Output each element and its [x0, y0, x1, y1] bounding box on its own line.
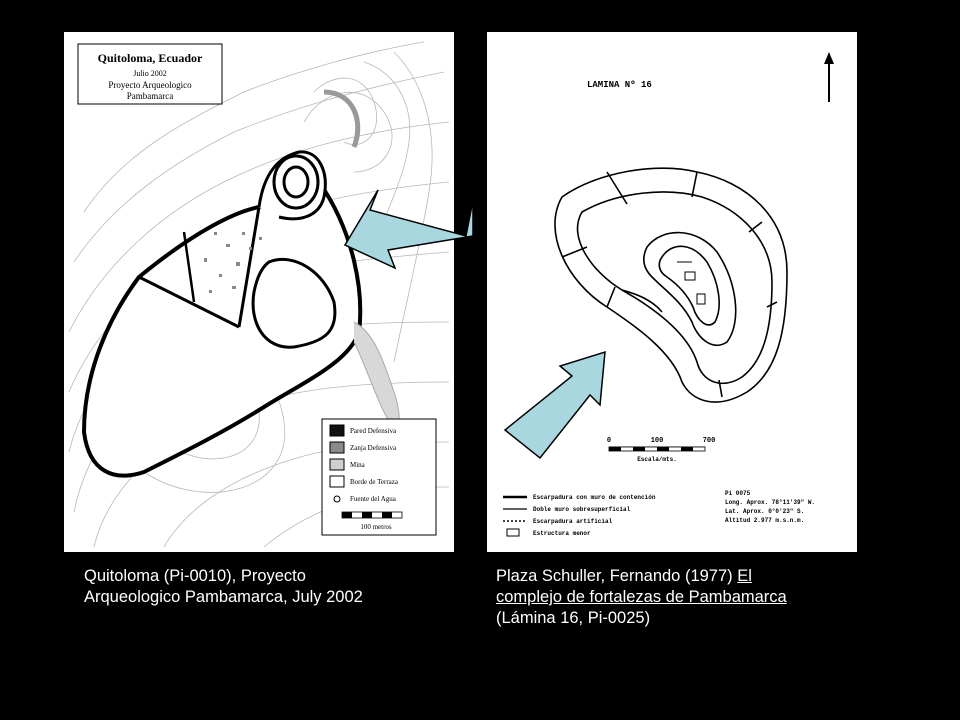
map-date: Julio 2002	[133, 69, 167, 78]
minor-structures	[677, 262, 705, 304]
pambamarca-plate	[487, 32, 857, 552]
legend-label-4: Fuente del Agua	[350, 495, 396, 503]
left-caption-line2: Arqueologico Pambamarca, July 2002	[84, 588, 363, 606]
scale-label: 100 metros	[360, 523, 392, 531]
north-arrow	[824, 52, 834, 102]
scale-tick-0: 0	[606, 437, 612, 445]
citation-plate: (Lámina 16, Pi-0025)	[496, 609, 651, 627]
fortress-outline	[555, 168, 787, 402]
site-outline	[84, 92, 399, 476]
map-project-line2: Pambamarca	[126, 91, 174, 101]
site-info-2: Lat. Aprox. 0°0'23" S.	[725, 508, 805, 515]
plate-legend-1: Doble muro sobresuperficial	[533, 506, 631, 513]
plate-scale	[607, 437, 715, 463]
scale-tick-2: 700	[702, 437, 716, 445]
scale-tick-1: 100	[650, 437, 664, 445]
map-title-box	[78, 44, 222, 104]
map-legend	[322, 419, 436, 535]
site-info-1: Long. Aprox. 78°11'39" W.	[725, 499, 816, 506]
plate-legend-3: Estructura menor	[533, 530, 591, 537]
right-caption	[496, 566, 856, 629]
plate-legend-0: Escarpadura con muro de contención	[533, 494, 656, 501]
citation-author: Plaza Schuller, Fernando (1977)	[496, 567, 738, 585]
left-caption	[84, 566, 444, 608]
site-info	[725, 490, 815, 524]
quitoloma-map-drawing	[64, 32, 454, 552]
plate-legend	[503, 494, 656, 537]
legend-label-1: Zanja Defensiva	[350, 444, 397, 452]
legend-label-0: Pared Defensiva	[350, 427, 397, 435]
left-caption-line1: Quitoloma (Pi-0010), Proyecto	[84, 567, 306, 585]
legend-label-3: Borde de Terraza	[350, 478, 398, 486]
map-project-line1: Proyecto Arqueologico	[108, 80, 192, 90]
quitoloma-map	[64, 32, 454, 552]
legend-label-2: Mina	[350, 461, 365, 469]
plate-legend-2: Escarpadura artificial	[533, 518, 613, 525]
scale-caption: Escala/mts.	[637, 456, 677, 463]
scale-bar	[342, 512, 402, 518]
citation-title-part2: complejo de fortalezas de Pambamarca	[496, 588, 787, 606]
map-title: Quitoloma, Ecuador	[97, 51, 203, 65]
citation-title-part1: El	[737, 567, 752, 585]
plate-label: LAMINA Nº 16	[587, 80, 652, 90]
site-info-0: Pi 0075	[725, 490, 751, 497]
pambamarca-plate-drawing	[487, 32, 857, 552]
site-info-3: Altitud 2.977 m.s.n.m.	[725, 517, 805, 524]
